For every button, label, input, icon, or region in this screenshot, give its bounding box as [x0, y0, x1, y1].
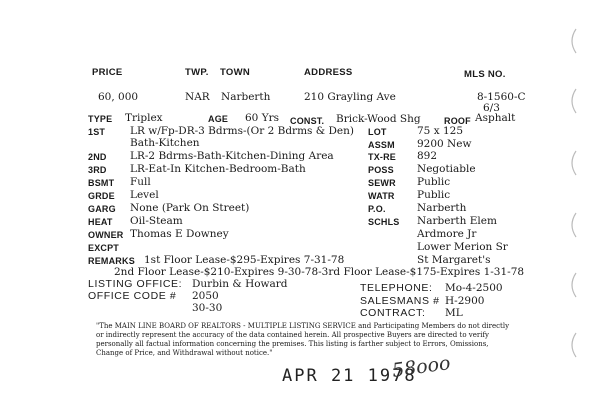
punch-hole-mark [566, 88, 578, 114]
label-type: TYPE [88, 114, 113, 124]
label-garg: GARG [88, 204, 116, 214]
listing-twp: NAR [185, 91, 210, 103]
punch-hole-mark [566, 332, 578, 358]
office-code-label: OFFICE CODE # [88, 290, 177, 302]
value-1st-a: LR w/Fp-DR-3 Bdrms-(Or 2 Bdrms & Den) [130, 125, 354, 137]
label-heat: HEAT [88, 217, 113, 227]
listing-price: 60, 000 [98, 91, 139, 103]
header-town: TOWN [220, 67, 251, 78]
value-school: Lower Merion Sr [417, 241, 508, 253]
label-1st: 1ST [88, 127, 106, 137]
salesmans-label: SALESMANS # [360, 295, 440, 307]
value-bsmt: Full [130, 176, 151, 188]
label-txre: TX-RE [368, 152, 396, 162]
value-owner: Thomas E Downey [130, 228, 229, 240]
handwritten-note: 58ooo [390, 352, 452, 382]
value-grde: Level [130, 189, 159, 201]
punch-hole-mark [566, 212, 578, 238]
telephone-value: Mo-4-2500 [445, 282, 503, 294]
value-school: Ardmore Jr [417, 228, 477, 240]
label-owner: OWNER [88, 230, 124, 240]
value-type: Triplex [125, 112, 163, 124]
office-code-value-1: 2050 [192, 290, 219, 302]
label-lot: LOT [368, 127, 387, 137]
header-price: PRICE [92, 67, 123, 78]
value-heat: Oil-Steam [130, 215, 183, 227]
label-3rd: 3RD [88, 165, 107, 175]
label-remarks: REMARKS [88, 256, 135, 266]
value-1st-b: Bath-Kitchen [130, 137, 200, 149]
listing-office-value: Durbin & Howard [192, 278, 288, 290]
value-txre: 892 [417, 150, 438, 162]
value-sewr: Public [417, 176, 451, 188]
listing-office-label: LISTING OFFICE: [88, 278, 183, 290]
label-2nd: 2ND [88, 152, 107, 162]
contract-value: ML [445, 307, 463, 319]
value-po: Narberth [417, 202, 467, 214]
label-bsmt: BSMT [88, 178, 115, 188]
punch-hole-mark [566, 272, 578, 298]
listing-mls-number: 8-1560-C [477, 91, 526, 103]
office-code-value-2: 30-30 [192, 302, 223, 314]
salesmans-value: H-2900 [445, 295, 485, 307]
label-const: CONST. [290, 116, 325, 126]
value-garg: None (Park On Street) [130, 202, 250, 214]
header-mls: MLS NO. [464, 69, 506, 80]
punch-hole-mark [566, 28, 578, 54]
listing-town: Narberth [221, 91, 271, 103]
label-grde: GRDE [88, 191, 115, 201]
punch-hole-mark [566, 150, 578, 176]
label-poss: POSS [368, 165, 394, 175]
date-stamp: APR 21 1978 [282, 366, 417, 386]
value-roof: Asphalt [475, 112, 516, 124]
value-watr: Public [417, 189, 451, 201]
label-age: AGE [208, 114, 229, 124]
telephone-label: TELEPHONE: [360, 282, 433, 294]
label-sewr: SEWR [368, 178, 396, 188]
label-assm: ASSM [368, 140, 395, 150]
value-age: 60 Yrs [245, 112, 280, 124]
value-school: St Margaret's [417, 254, 491, 266]
header-twp: TWP. [185, 67, 209, 78]
value-school: Narberth Elem [417, 215, 497, 227]
value-lot: 75 x 125 [417, 125, 463, 137]
disclaimer: "The MAIN LINE BOARD OF REALTORS - MULTIPLE LISTING SERVICE and Participating Members do not directly or indirectly represent the accuracy of the data contained herein. All prospective Buyers are directed to verify personally all factual information concerning the premises. This listing is farther subject to Errors, Omissions, Change of Price, and Withdrawal without notice." [96, 322, 510, 357]
contract-label: CONTRACT: [360, 307, 426, 319]
value-poss: Negotiable [417, 163, 476, 175]
value-2nd: LR-2 Bdrms-Bath-Kitchen-Dining Area [130, 150, 334, 162]
value-const: Brick-Wood Shg [336, 113, 421, 125]
value-assm: 9200 New [417, 138, 472, 150]
value-remarks-1: 1st Floor Lease-$295-Expires 7-31-78 [144, 254, 345, 266]
label-watr: WATR [368, 191, 395, 201]
value-remarks-2: 2nd Floor Lease-$210-Expires 9-30-78-3rd Floor Lease-$175-Expires 1-31-78 [114, 266, 525, 278]
label-excpt: EXCPT [88, 243, 120, 253]
listing-mls-sub: 6/3 [483, 102, 500, 114]
label-roof: ROOF [444, 116, 471, 126]
header-address: ADDRESS [304, 67, 353, 78]
value-3rd: LR-Eat-In Kitchen-Bedroom-Bath [130, 163, 306, 175]
label-po: P.O. [368, 204, 386, 214]
label-schls: SCHLS [368, 217, 400, 227]
listing-address: 210 Grayling Ave [304, 91, 396, 103]
